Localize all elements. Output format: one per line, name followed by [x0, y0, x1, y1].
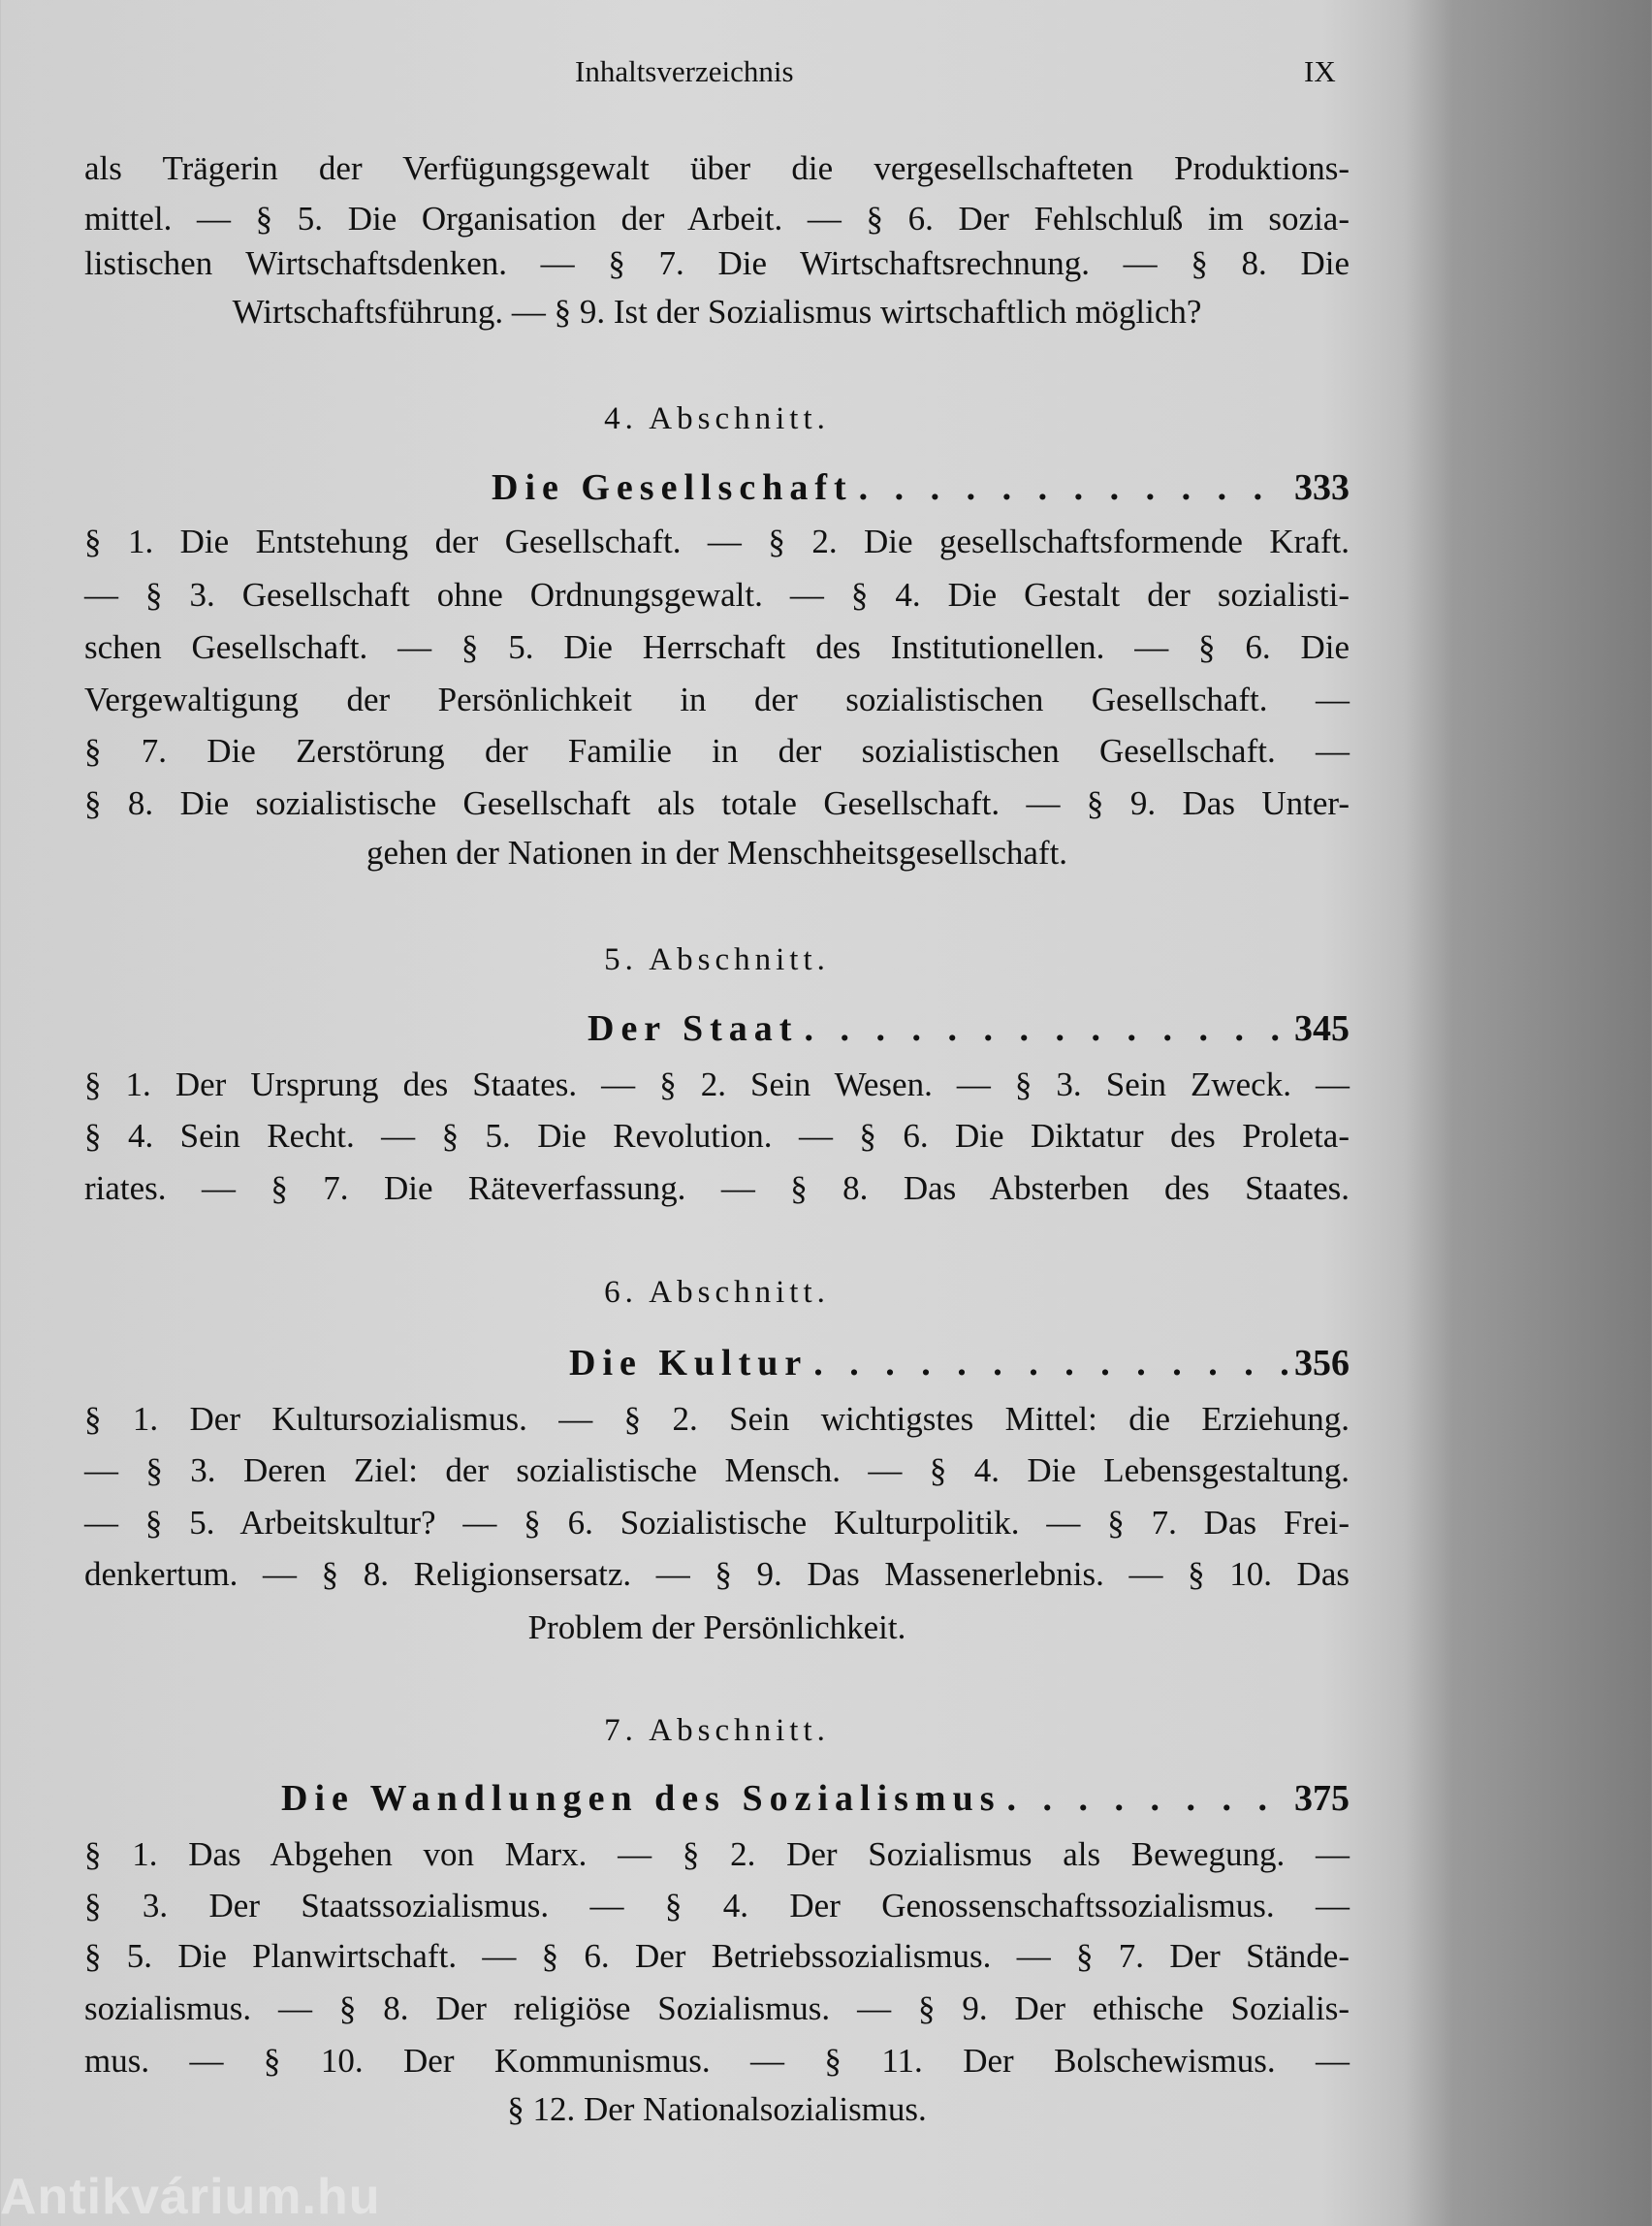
section-page: 345: [1294, 1008, 1350, 1049]
text-line: listischen Wirtschaftsdenken. — § 7. Die Wirtschaftsrechnung. — § 8. Die: [84, 244, 1350, 282]
leader-dots: [813, 1338, 1288, 1388]
text-line: § 1. Das Abgehen von Marx. — § 2. Der Sozialismus als Bewegung. —: [84, 1835, 1350, 1873]
text-line: — § 3. Gesellschaft ohne Ordnungsgewalt. — § 4. Die Gestalt der sozialisti-: [84, 576, 1350, 614]
section-title: Die Wandlungen des Sozialismus: [281, 1778, 1001, 1819]
text-line: — § 3. Deren Ziel: der sozialistische Mensch. — § 4. Die Lebensgestaltung.: [84, 1451, 1350, 1489]
section-title-entry[interactable]: [492, 462, 1350, 513]
text-line: Wirtschaftsführung. — § 9. Ist der Sozialismus wirtschaftlich möglich?: [232, 293, 1202, 331]
page-number: IX: [1304, 54, 1336, 88]
text-line: Problem der Persönlichkeit.: [527, 1608, 906, 1646]
leader-dots: [804, 1003, 1288, 1054]
text-line: — § 5. Arbeitskultur? — § 6. Sozialistische Kulturpolitik. — § 7. Das Frei-: [84, 1504, 1350, 1542]
section-title-entry[interactable]: [588, 1003, 1350, 1054]
text-line: mus. — § 10. Der Kommunismus. — § 11. Der Bolschewismus. —: [84, 2042, 1350, 2080]
text-line: § 8. Die sozialistische Gesellschaft als totale Gesellschaft. — § 9. Das Unter-: [84, 784, 1350, 822]
text-line: § 12. Der Nationalsozialismus.: [507, 2090, 927, 2128]
text-line: § 7. Die Zerstörung der Familie in der sozialistischen Gesellschaft. —: [84, 732, 1350, 770]
text-line: als Trägerin der Verfügungsgewalt über die vergesellschafteten Produktions-: [84, 149, 1350, 187]
text-line: mittel. — § 5. Die Organisation der Arbeit. — § 6. Der Fehlschluß im sozia-: [84, 200, 1350, 238]
section-title: Die Gesellschaft: [492, 467, 853, 508]
text-line: denkertum. — § 8. Religionsersatz. — § 9. Das Massenerlebnis. — § 10. Das: [84, 1555, 1350, 1593]
text-line: § 1. Die Entstehung der Gesellschaft. — § 2. Die gesellschaftsformende Kraft.: [84, 523, 1350, 560]
section-page: 356: [1294, 1343, 1350, 1383]
section-label: 5. Abschnitt.: [604, 942, 830, 977]
text-line: § 4. Sein Recht. — § 5. Die Revolution. — § 6. Die Diktatur des Proleta-: [84, 1117, 1350, 1155]
watermark: Antikvárium.hu: [0, 2169, 381, 2225]
section-title: Die Kultur: [569, 1343, 809, 1383]
text-line: schen Gesellschaft. — § 5. Die Herrschaft des Institutionellen. — § 6. Die: [84, 628, 1350, 666]
section-title-entry[interactable]: [569, 1338, 1350, 1388]
section-label: 4. Abschnitt.: [604, 401, 830, 436]
section-page: 375: [1294, 1778, 1350, 1819]
text-line: sozialismus. — § 8. Der religiöse Sozialismus. — § 9. Der ethische Sozialis-: [84, 1989, 1350, 2027]
section-label: 7. Abschnitt.: [604, 1713, 830, 1748]
text-line: § 1. Der Kultursozialismus. — § 2. Sein wichtigstes Mittel: die Erziehung.: [84, 1400, 1350, 1438]
leader-dots: [859, 462, 1288, 513]
section-title: Der Staat: [588, 1008, 799, 1049]
running-header-title: Inhaltsverzeichnis: [575, 54, 794, 88]
text-line: gehen der Nationen in der Menschheitsgesellschaft.: [365, 834, 1068, 872]
text-line: § 5. Die Planwirtschaft. — § 6. Der Betriebssozialismus. — § 7. Der Stände-: [84, 1937, 1350, 1975]
leader-dots: [1007, 1773, 1288, 1824]
section-label: 6. Abschnitt.: [604, 1275, 830, 1310]
section-title-entry[interactable]: [281, 1773, 1350, 1824]
text-line: § 1. Der Ursprung des Staates. — § 2. Sein Wesen. — § 3. Sein Zweck. —: [84, 1065, 1350, 1103]
text-line: § 3. Der Staatssozialismus. — § 4. Der Genossenschaftssozialismus. —: [84, 1887, 1350, 1924]
text-line: Vergewaltigung der Persönlichkeit in der sozialistischen Gesellschaft. —: [84, 681, 1350, 718]
text-line: riates. — § 7. Die Räteverfassung. — § 8. Das Absterben des Staates.: [84, 1169, 1350, 1207]
section-page: 333: [1294, 467, 1350, 508]
